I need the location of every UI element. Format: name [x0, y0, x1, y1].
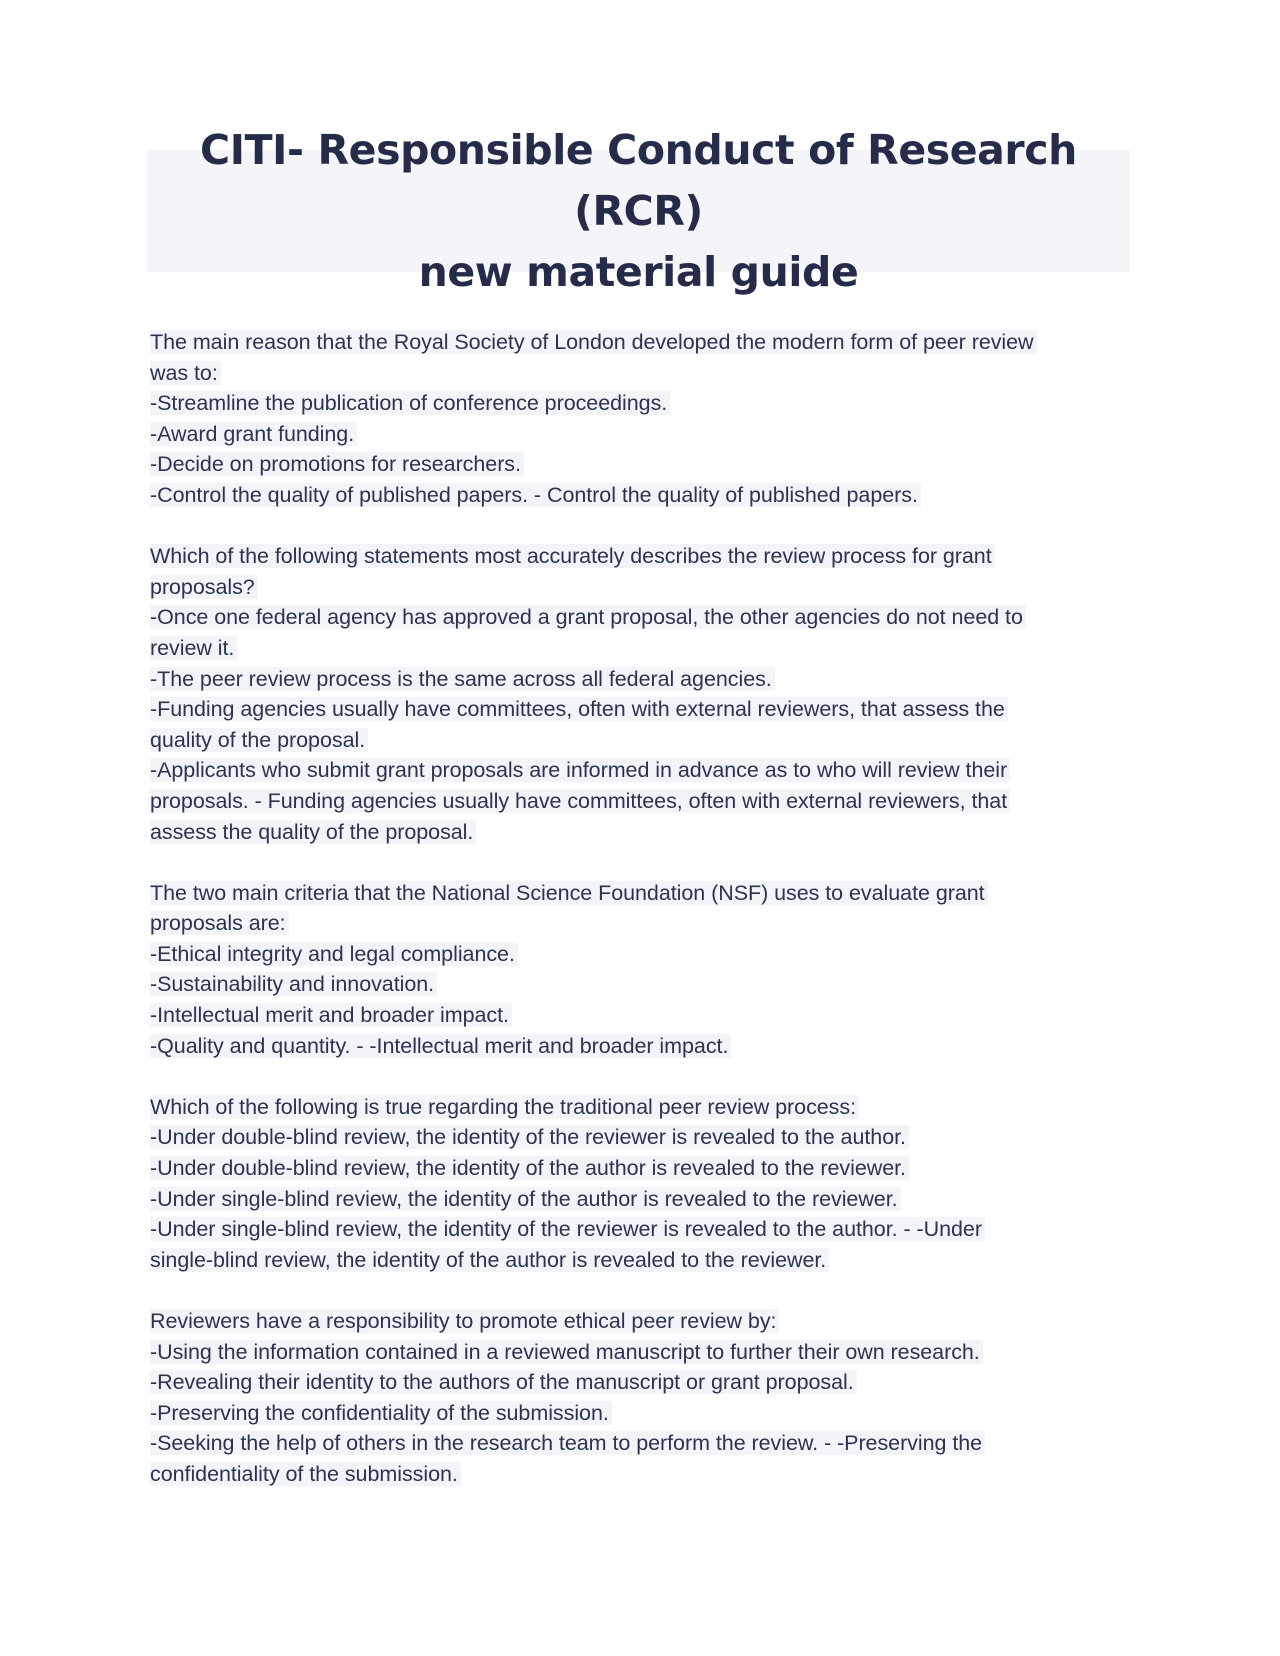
text-line: -Using the information contained in a reviewed manuscript to further their own research.: [150, 1340, 983, 1364]
text-line: -Funding agencies usually have committees, often with external reviewers, that assess the: [150, 697, 1008, 721]
text-line: The two main criteria that the National Science Foundation (NSF) uses to evaluate grant: [150, 881, 988, 905]
text-line: -Sustainability and innovation.: [150, 972, 437, 996]
title-line: CITI- Responsible Conduct of Research (RCR): [200, 125, 1077, 235]
text-line: confidentiality of the submission.: [150, 1462, 461, 1486]
text-line: proposals are:: [150, 911, 289, 935]
text-line: -Under double-blind review, the identity of the author is revealed to the reviewer.: [150, 1156, 909, 1180]
text-line: proposals. - Funding agencies usually have committees, often with external reviewers, that: [150, 789, 1010, 813]
text-line: -Intellectual merit and broader impact.: [150, 1003, 512, 1027]
text-line: Which of the following is true regarding the traditional peer review process:: [150, 1095, 859, 1119]
text-line: assess the quality of the proposal.: [150, 820, 476, 844]
text-line: review it.: [150, 636, 237, 660]
text-line: -Revealing their identity to the authors of the manuscript or grant proposal.: [150, 1370, 857, 1394]
text-line: Reviewers have a responsibility to promote ethical peer review by:: [150, 1309, 779, 1333]
text-line: -Control the quality of published papers. - Control the quality of published papers.: [150, 483, 921, 507]
text-line: -Decide on promotions for researchers.: [150, 452, 524, 476]
text-line: -Quality and quantity. - -Intellectual merit and broader impact.: [150, 1034, 731, 1058]
text-line: -Ethical integrity and legal compliance.: [150, 942, 518, 966]
text-line: single-blind review, the identity of the author is revealed to the reviewer.: [150, 1248, 829, 1272]
text-line: -Seeking the help of others in the research team to perform the review. - -Preserving the: [150, 1431, 985, 1455]
text-line: Which of the following statements most accurately describes the review process for grant: [150, 544, 995, 568]
text-line: -Under double-blind review, the identity of the reviewer is revealed to the author.: [150, 1125, 909, 1149]
question-block-2: [150, 541, 1110, 847]
text-line: -Applicants who submit grant proposals are informed in advance as to who will review their: [150, 758, 1010, 782]
text-line: -Award grant funding.: [150, 422, 357, 446]
question-block-3: [150, 878, 1110, 1062]
text-line: -The peer review process is the same across all federal agencies.: [150, 667, 775, 691]
question-block-4: [150, 1092, 1110, 1276]
text-line: -Streamline the publication of conference proceedings.: [150, 391, 670, 415]
text-line: -Under single-blind review, the identity of the author is revealed to the reviewer.: [150, 1187, 901, 1211]
text-line: quality of the proposal.: [150, 728, 368, 752]
text-line: -Under single-blind review, the identity of the reviewer is revealed to the author. - -Under: [150, 1217, 985, 1241]
text-line: -Preserving the confidentiality of the submission.: [150, 1401, 612, 1425]
document-title: [147, 120, 1130, 303]
question-block-5: [150, 1306, 1110, 1490]
text-line: proposals?: [150, 575, 258, 599]
text-line: was to:: [150, 361, 221, 385]
title-banner: [147, 125, 1130, 296]
question-block-1: [150, 327, 1110, 511]
text-line: -Once one federal agency has approved a grant proposal, the other agencies do not need to: [150, 605, 1026, 629]
text-line: The main reason that the Royal Society of London developed the modern form of peer review: [150, 330, 1037, 354]
document-body: [150, 327, 1110, 1520]
title-line: new material guide: [418, 247, 859, 296]
